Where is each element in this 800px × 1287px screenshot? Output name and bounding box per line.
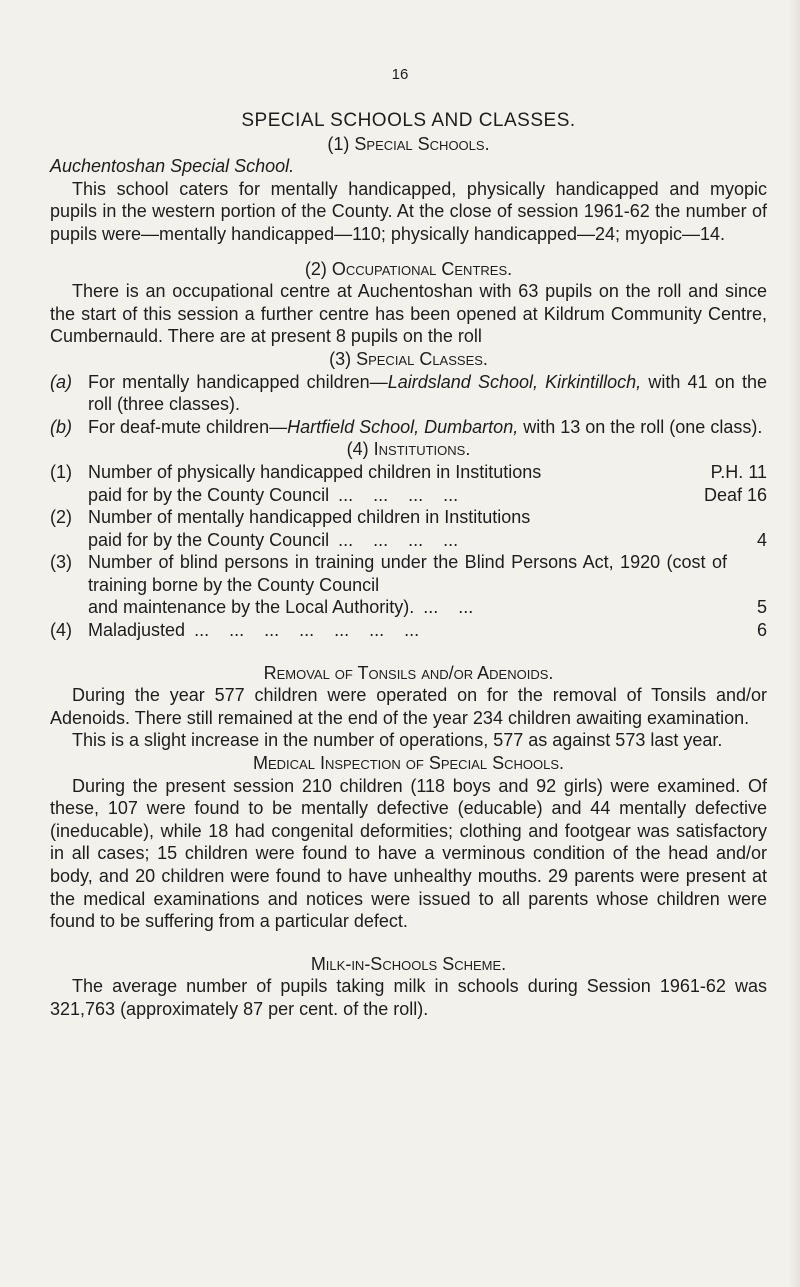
item-label: (3) — [50, 552, 72, 573]
item-text: Number of physically handicapped children in Institutions — [88, 461, 542, 482]
item-label: (1) — [50, 461, 72, 482]
item-label: (a) — [50, 371, 72, 392]
section-2-heading: (2) Occupational Centres. — [304, 258, 513, 279]
item-text: Maladjusted — [88, 620, 186, 641]
item-label: (b) — [50, 416, 72, 437]
special-class-item — [50, 416, 767, 439]
section-4-heading: (4) Institutions. — [346, 439, 471, 460]
item-value: 5 — [756, 597, 767, 618]
inspection-heading: Medical Inspection of Special Schools. — [252, 753, 564, 774]
special-class-item — [50, 371, 767, 416]
section-3-heading: (3) Special Classes. — [329, 348, 488, 369]
tonsils-heading: Removal of Tonsils and/or Adenoids. — [263, 662, 554, 683]
tonsils-paragraph-2: This is a slight increase in the number of operations, 577 as against 573 last year. — [72, 730, 723, 751]
page-title: SPECIAL SCHOOLS AND CLASSES. — [241, 110, 576, 131]
item-text: paid for by the County Council — [88, 484, 330, 505]
tonsils-paragraph-1: During the year 577 children were operated on for the removal of Tonsils and/or Adenoids. There still remained at the end of the year 234 children awaiting examination. — [50, 685, 767, 728]
institution-item: (4) Maladjusted ... ... ... ... ... ... ... 6 — [50, 620, 767, 641]
item-text: Number of blind persons in training under the Blind Persons Act, 1920 (cost of training borne by the County Council — [88, 552, 727, 595]
section-1-subheading: Auchentoshan Special School. — [50, 156, 295, 177]
milk-heading: Milk-in-Schools Scheme. — [310, 953, 507, 974]
inspection-paragraph: During the present session 210 children (118 boys and 92 girls) were examined. Of these, 107 were found to be mentally defective (educable) and 44 mentally defective (ineducable), while 18 had congenital deformities; clothing and footgear was satisfactory in all cases; 15 children were found to have a verminous condition of the head and/or body, and 20 children were found to have unhealthy mouths. 29 parents were present at the medical examinations and notices were issued to all parents whose children were found to be suffering from a particular defect. — [50, 775, 767, 932]
section-2-paragraph: There is an occupational centre at Auchentoshan with 63 pupils on the roll and since the start of this session a further centre has been opened at Kildrum Community Centre, Cumbernauld. There are at present 8 pupils on the roll — [50, 281, 767, 347]
item-label: (2) — [50, 507, 72, 528]
item-text: For deaf-mute children—Hartfield School, Dumbarton, with 13 on the roll (one class). — [88, 416, 763, 437]
institution-item: (1) Number of physically handicapped children in Institutions P.H. 11 paid for by the County Council ... ... ... ... Deaf 16 — [50, 461, 767, 505]
section-1-heading: (1) Special Schools. — [327, 133, 490, 154]
milk-paragraph: The average number of pupils taking milk in schools during Session 1961-62 was 321,763 (approximately 87 per cent. of the roll). — [50, 976, 767, 1019]
institution-item: (3) Number of blind persons in training under the Blind Persons Act, 1920 (cost of training borne by the County Council and maintenance by the Local Authority). ... ... 5 — [50, 552, 767, 618]
page-number: 16 — [391, 66, 409, 83]
item-value: Deaf 16 — [703, 484, 767, 505]
page-content — [50, 64, 767, 1021]
item-label: (4) — [50, 620, 72, 641]
item-text: Number of mentally handicapped children in Institutions — [88, 507, 531, 528]
item-text: For mentally handicapped children—Lairdsland School, Kirkintilloch, with 41 on the roll (three classes). — [88, 371, 767, 415]
page-edge-shadow — [788, 0, 800, 1287]
item-text: and maintenance by the Local Authority). — [88, 597, 415, 618]
item-value: P.H. 11 — [710, 461, 767, 482]
item-value: 6 — [756, 620, 767, 641]
item-text: paid for by the County Council — [88, 529, 330, 550]
item-value: 4 — [756, 529, 767, 550]
section-1-paragraph: This school caters for mentally handicapped, physically handicapped and myopic pupils in the western portion of the County. At the close of session 1961-62 the number of pupils were—mentally handicapped—110; physically handicapped—24; myopic—14. — [50, 178, 767, 244]
institution-item: (2) Number of mentally handicapped children in Institutions paid for by the County Council ... ... ... ... 4 — [50, 507, 767, 550]
